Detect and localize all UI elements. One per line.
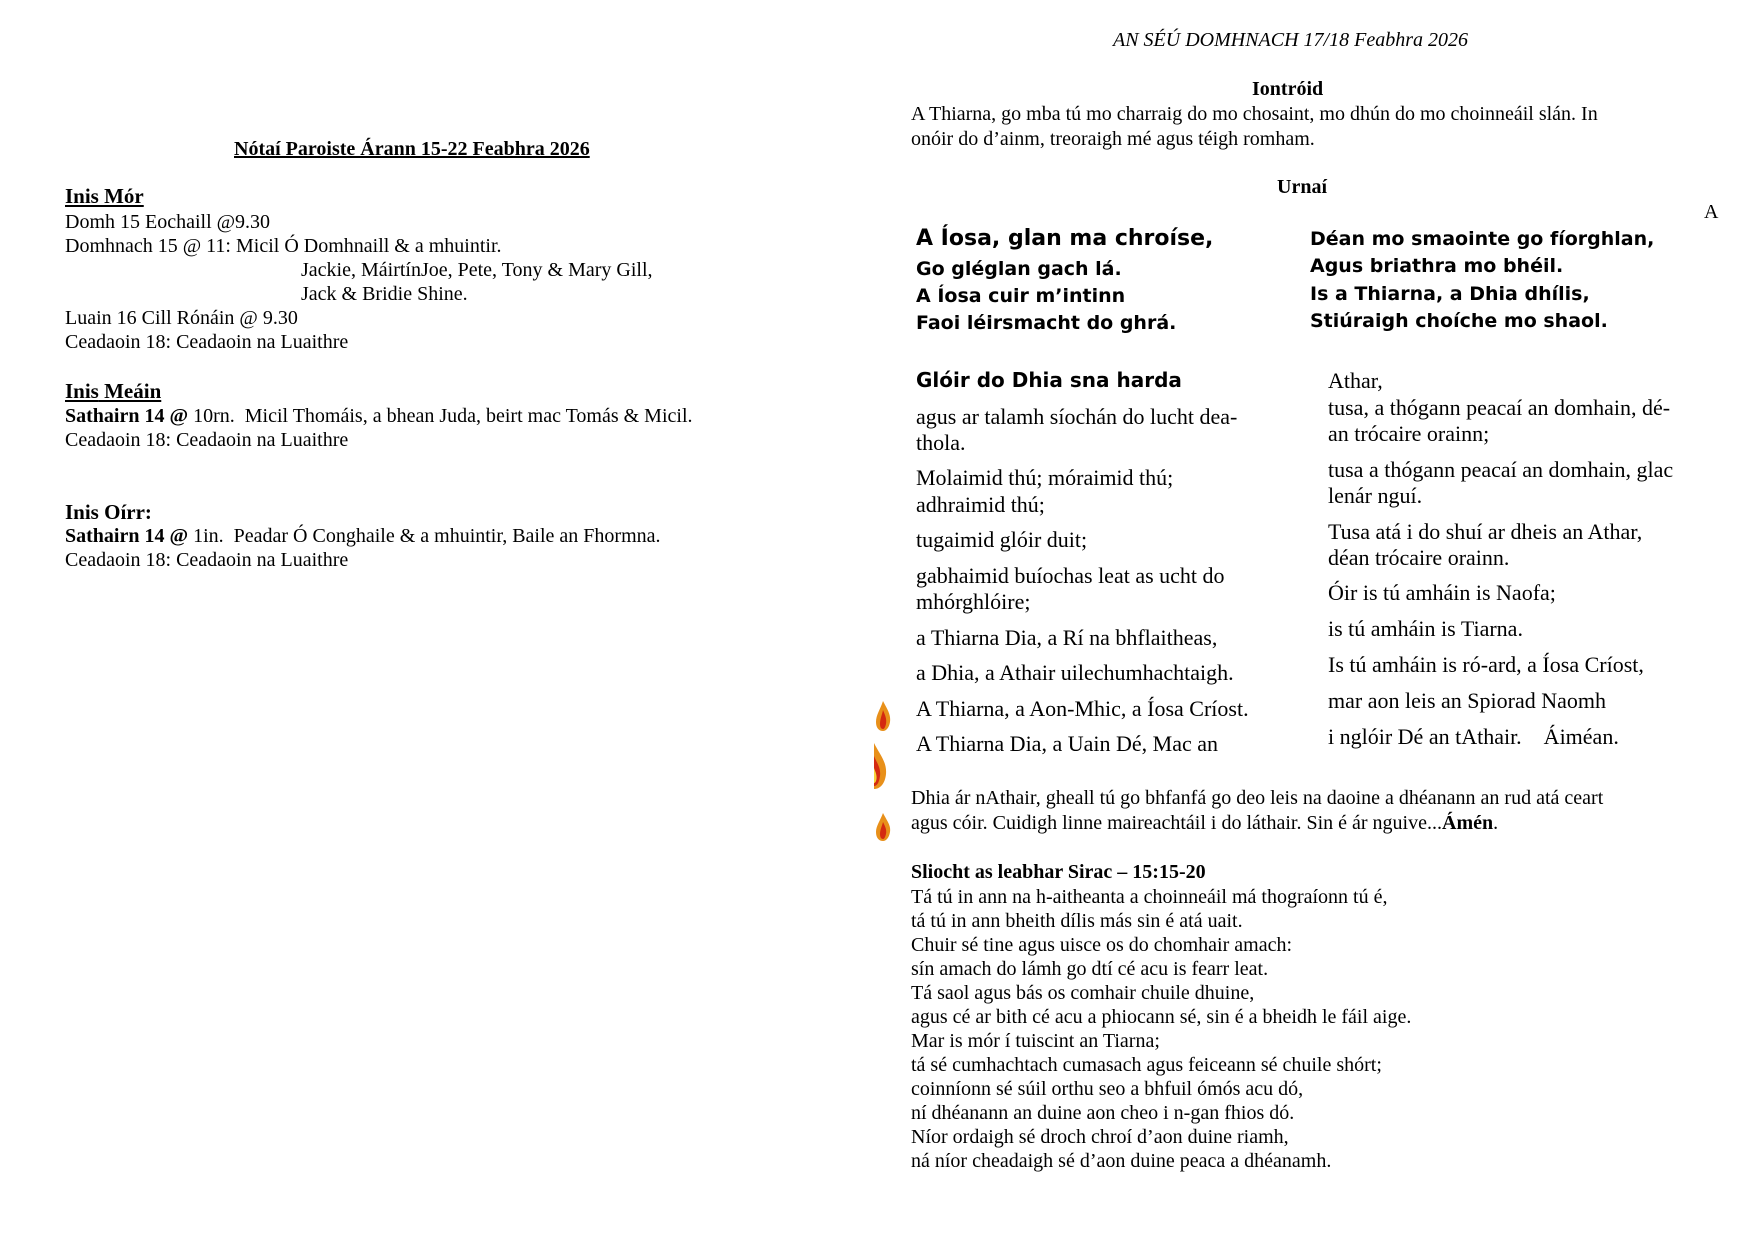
running-header: AN SÉÚ DOMHNACH 17/18 Feabhra 2026: [1113, 29, 1468, 51]
inis-mor-line: Domh 15 Eochaill @9.30: [65, 211, 271, 233]
gloria-heading: Glóir do Dhia sna harda: [916, 368, 1182, 392]
inis-meain-line: Ceadaoin 18: Ceadaoin na Luaithre: [65, 429, 349, 451]
gloria-line: a Thiarna Dia, a Rí na bhflaitheas,: [916, 625, 1218, 650]
collect-end: .: [1493, 812, 1499, 834]
gloria-line: Athar,: [1328, 368, 1383, 393]
hymn-line: A Íosa cuir m’intinn: [916, 285, 1126, 307]
inis-meain-details: 10rn. Micil Thomáis, a bhean Juda, beirt mac Tomás & Micil.: [188, 405, 693, 427]
gloria-line: Molaimid thú; móraimid thú;: [916, 465, 1174, 490]
gloria-line: Óir is tú amháin is Naofa;: [1328, 580, 1556, 605]
reading-line: tá sé cumhachtach cumasach agus feiceann sé chuile shórt;: [911, 1054, 1382, 1076]
inis-mor-line: Luain 16 Cill Rónáin @ 9.30: [65, 307, 298, 329]
gloria-line: mhórghlóire;: [916, 589, 1031, 614]
reading-line: sín amach do lámh go dtí cé acu is fearr leat.: [911, 958, 1269, 980]
flame-icon: [874, 812, 892, 842]
inis-oirr-day: Sathairn 14 @: [65, 525, 189, 547]
inis-oirr-heading: Inis Oírr:: [65, 500, 152, 524]
inis-oirr-details: 1in. Peadar Ó Conghaile & a mhuintir, Baile an Fhormna.: [188, 525, 661, 547]
hymn-line: Stiúraigh choíche mo shaol.: [1310, 310, 1608, 332]
hymn-line: Déan mo smaointe go fíorghlan,: [1310, 228, 1655, 250]
reading-line: tá tú in ann bheith dílis más sin é atá uait.: [911, 910, 1243, 932]
gloria-line: tusa, a thógann peacaí an domhain, dé-: [1328, 395, 1671, 420]
reading-line: coinníonn sé súil orthu seo a bhfuil ómós acu dó,: [911, 1078, 1304, 1100]
iontroid-heading: Iontróid: [1252, 78, 1324, 100]
inis-mor-heading: Inis Mór: [65, 184, 144, 208]
gloria-line: A Thiarna, a Aon-Mhic, a Íosa Críost.: [916, 696, 1249, 721]
reading-line: agus cé ar bith cé acu a phiocann sé, sin é a bheidh le fáil aige.: [911, 1006, 1412, 1028]
inis-meain-heading: [65, 379, 161, 403]
reading-line: ní dhéanann an duine aon cheo i n-gan fhios dó.: [911, 1102, 1295, 1124]
gloria-line: mar aon leis an Spiorad Naomh: [1328, 688, 1606, 713]
gloria-line: Tusa atá i do shuí ar dheis an Athar,: [1328, 519, 1643, 544]
inis-oirr-mass: [65, 524, 661, 548]
gloria-line: Is tú amháin is ró-ard, a Íosa Críost,: [1328, 652, 1644, 677]
reading-line: ná níor cheadaigh sé d’aon duine peaca a dhéanamh.: [911, 1150, 1332, 1172]
iontroid-line: onóir do d’ainm, treoraigh mé agus téigh romham.: [911, 128, 1315, 150]
inis-meain-mass: [65, 404, 693, 428]
hymn-line: Is a Thiarna, a Dhia dhílis,: [1310, 283, 1590, 305]
inis-oirr-line: Ceadaoin 18: Ceadaoin na Luaithre: [65, 549, 349, 571]
gloria-line: adhraimid thú;: [916, 492, 1045, 517]
gloria-line: tusa a thógann peacaí an domhain, glac: [1328, 457, 1674, 482]
reading-line: Níor ordaigh sé droch chroí d’aon duine riamh,: [911, 1126, 1289, 1148]
collect-amen: Ámén: [1442, 812, 1494, 834]
gloria-line: thola.: [916, 430, 966, 455]
collect-line: [911, 811, 1498, 835]
iontroid-line: A Thiarna, go mba tú mo charraig do mo chosaint, mo dhún do mo choinneáil slán. In: [911, 103, 1598, 125]
hymn-line: A Íosa, glan ma chroíse,: [916, 226, 1214, 251]
inis-meain-heading-b: Meáin: [98, 379, 162, 403]
reading-heading: Sliocht as leabhar Sirac – 15:15-20: [911, 861, 1206, 883]
flame-clip: [860, 690, 874, 850]
inis-meain-day: Sathairn 14 @: [65, 405, 189, 427]
collect-text: agus cóir. Cuidigh linne maireachtáil i do láthair. Sin é ár nguive...: [911, 812, 1442, 834]
gloria-line: déan trócaire orainn.: [1328, 545, 1510, 570]
page-title: Nótaí Paroiste Árann 15-22 Feabhra 2026: [234, 138, 590, 160]
collect-line: Dhia ár nAthair, gheall tú go bhfanfá go deo leis na daoine a dhéanann an rud atá ceart: [911, 787, 1604, 809]
gloria-line: gabhaimid buíochas leat as ucht do: [916, 563, 1225, 588]
reading-line: Chuir sé tine agus uisce os do chomhair amach:: [911, 934, 1293, 956]
gloria-line: lenár nguí.: [1328, 483, 1423, 508]
inis-mor-line: Ceadaoin 18: Ceadaoin na Luaithre: [65, 331, 349, 353]
gloria-line: a Dhia, a Athair uilechumhachtaigh.: [916, 660, 1234, 685]
hymn-line: Agus briathra mo bhéil.: [1310, 255, 1564, 277]
reading-line: Mar is mór í tuiscint an Tiarna;: [911, 1030, 1160, 1052]
gloria-line: A Thiarna Dia, a Uain Dé, Mac an: [916, 731, 1218, 756]
flame-icon: [874, 700, 892, 732]
hymn-line: Go gléglan gach lá.: [916, 258, 1122, 280]
inis-mor-line: Jack & Bridie Shine.: [301, 283, 468, 305]
reading-line: Tá saol agus bás os comhair chuile dhuine,: [911, 982, 1255, 1004]
stray-letter: A: [1704, 201, 1719, 223]
urnai-heading: Urnaí: [1277, 176, 1327, 198]
hymn-line: Faoi léirsmacht do ghrá.: [916, 312, 1177, 334]
inis-mor-line: Jackie, MáirtínJoe, Pete, Tony & Mary Gill,: [301, 259, 653, 281]
gloria-line: tugaimid glóir duit;: [916, 527, 1088, 552]
inis-mor-line: Domhnach 15 @ 11: Micil Ó Domhnaill & a mhuintir.: [65, 235, 502, 257]
reading-line: Tá tú in ann na h-aitheanta a choinneáil má thograíonn tú é,: [911, 886, 1388, 908]
gloria-line: is tú amháin is Tiarna.: [1328, 616, 1523, 641]
gloria-line: an trócaire orainn;: [1328, 421, 1490, 446]
gloria-line: agus ar talamh síochán do lucht dea-: [916, 404, 1238, 429]
gloria-line: i nglóir Dé an tAthair. Áiméan.: [1328, 724, 1619, 749]
inis-meain-heading-a: Inis: [65, 379, 99, 403]
